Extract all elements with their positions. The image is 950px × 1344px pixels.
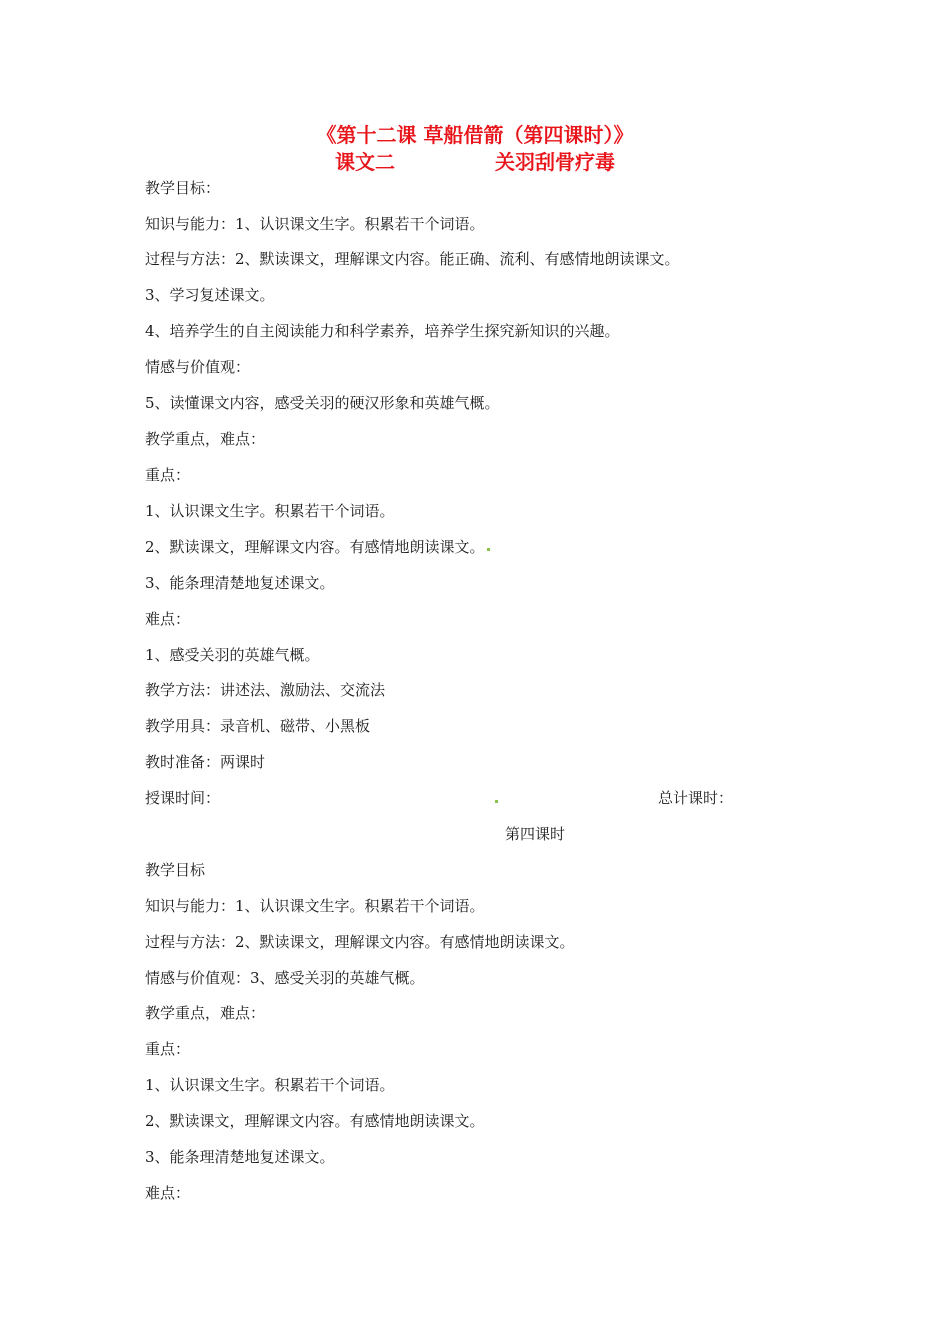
speck-mark <box>487 548 490 551</box>
lesson-time-label: 授课时间： <box>145 789 221 807</box>
text-line: 1、认识课文生字。积累若干个词语。 <box>145 1076 395 1094</box>
text-line: 2、默读课文，理解课文内容。有感情地朗读课文。 <box>145 1112 485 1130</box>
text-line: 教学方法：讲述法、激励法、交流法 <box>145 681 386 699</box>
text-line: 难点： <box>145 610 191 628</box>
text-line: 1、感受关羽的英雄气概。 <box>145 646 320 664</box>
text-line: 3、学习复述课文。 <box>145 286 275 304</box>
text-line: 教学重点，难点： <box>145 1004 266 1022</box>
lesson-subtitle <box>0 149 950 175</box>
text-line: 重点： <box>145 466 191 484</box>
text-line: 教学目标 <box>145 861 206 879</box>
text-line: 教时准备：两课时 <box>145 753 266 771</box>
text-line: 3、能条理清楚地复述课文。 <box>145 574 335 592</box>
text-line: 知识与能力：1、认识课文生字。积累若干个词语。 <box>145 215 485 233</box>
text-line: 情感与价值观： <box>145 358 251 376</box>
text-line: 过程与方法：2、默读课文，理解课文内容。有感情地朗读课文。 <box>145 933 575 951</box>
text-line: 重点： <box>145 1040 191 1058</box>
text-line: 3、能条理清楚地复述课文。 <box>145 1148 335 1166</box>
text-line: 难点： <box>145 1184 191 1202</box>
section-heading: 第四课时 <box>505 825 566 843</box>
text-line: 情感与价值观：3、感受关羽的英雄气概。 <box>145 969 425 987</box>
total-hours-label: 总计课时： <box>658 789 734 807</box>
text-line: 1、认识课文生字。积累若干个词语。 <box>145 502 395 520</box>
subtitle-part-name: 关羽刮骨疗毒 <box>495 150 615 174</box>
speck-mark <box>495 800 498 803</box>
subtitle-part-label: 课文二 <box>335 150 395 174</box>
text-line: 教学用具：录音机、磁带、小黑板 <box>145 717 371 735</box>
text-line: 知识与能力：1、认识课文生字。积累若干个词语。 <box>145 897 485 915</box>
text-line: 5、读懂课文内容，感受关羽的硬汉形象和英雄气概。 <box>145 394 500 412</box>
text-line: 过程与方法：2、默读课文，理解课文内容。能正确、流利、有感情地朗读课文。 <box>145 250 680 268</box>
lesson-title: 《第十二课 草船借箭（第四课时）》 <box>316 123 634 147</box>
text-line: 教学重点，难点： <box>145 430 266 448</box>
text-line: 2、默读课文，理解课文内容。有感情地朗读课文。 <box>145 538 485 556</box>
text-line: 教学目标： <box>145 179 221 197</box>
text-line: 4、培养学生的自主阅读能力和科学素养，培养学生探究新知识的兴趣。 <box>145 322 620 340</box>
